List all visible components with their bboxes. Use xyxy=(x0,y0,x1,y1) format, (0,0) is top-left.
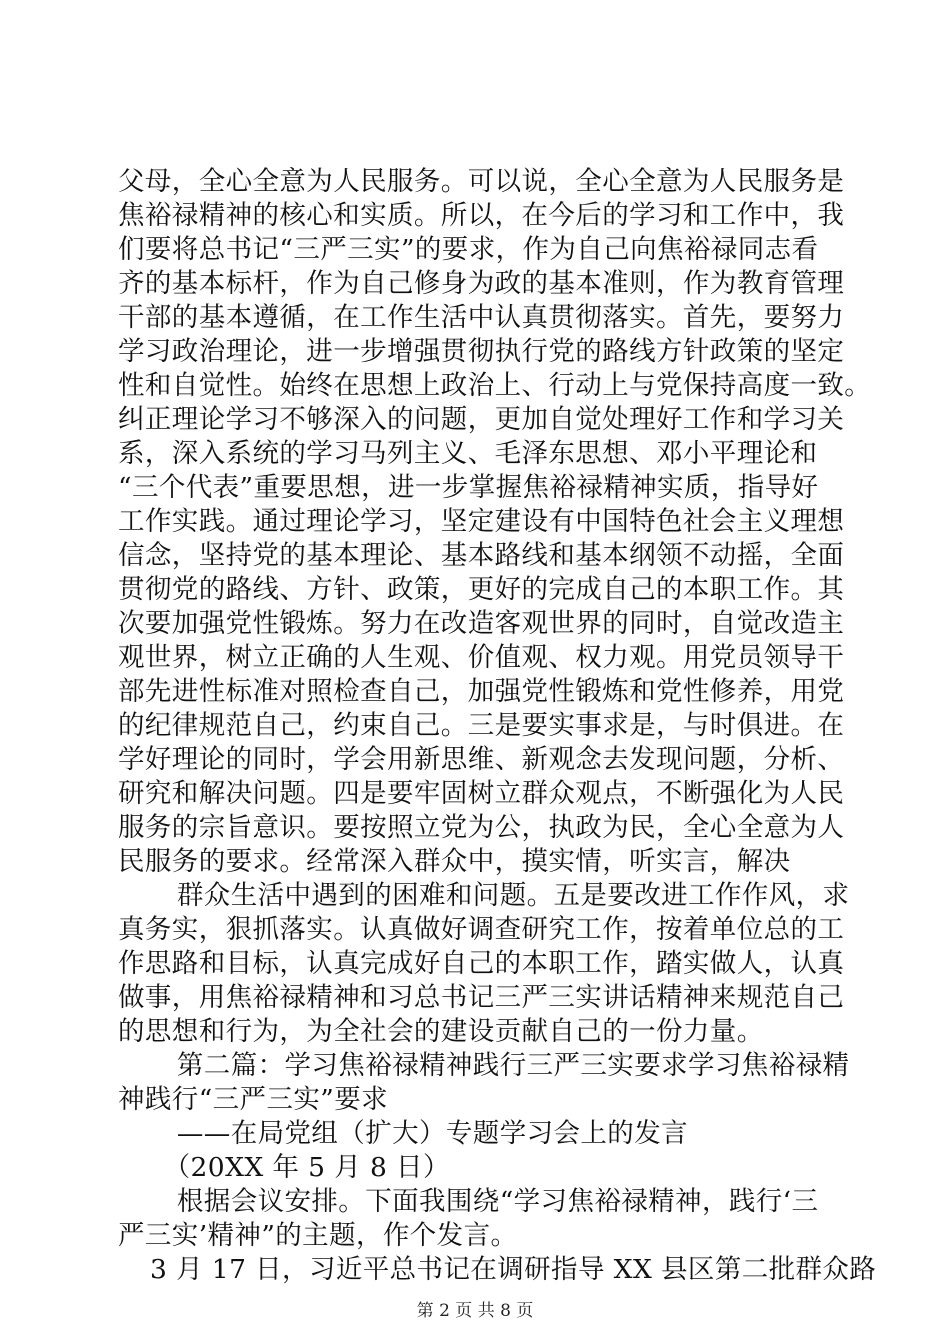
text-line-32: 严三实’精神”的主题，作个发言。 xyxy=(118,1220,518,1251)
text-line-33: 3 月 17 日，习近平总书记在调研指导 XX 县区第二批群众路 xyxy=(150,1254,877,1285)
text-line-12: 信念，坚持党的基本理论、基本路线和基本纲领不动摇，全面 xyxy=(118,540,845,571)
text-line-22: 群众生活中遇到的困难和问题。五是要改进工作作风，求 xyxy=(150,880,850,911)
text-line-26: 的思想和行为，为全社会的建设贡献自己的一份力量。 xyxy=(118,1016,764,1047)
text-line-24: 作思路和目标，认真完成好自己的本职工作，踏实做人，认真 xyxy=(118,948,845,979)
text-line-6: 学习政治理论，进一步增强贯彻执行党的路线方针政策的坚定 xyxy=(118,336,845,367)
text-line-8: 纠正理论学习不够深入的问题，更加自觉处理好工作和学习关 xyxy=(118,404,845,435)
text-line-1: 父母，全心全意为人民服务。可以说，全心全意为人民服务是 xyxy=(118,166,845,197)
text-line-11: 工作实践。通过理论学习，坚定建设有中国特色社会主义理想 xyxy=(118,506,845,537)
text-line-23: 真务实，狠抓落实。认真做好调查研究工作，按着单位总的工 xyxy=(118,914,845,945)
text-line-4: 齐的基本标杆，作为自己修身为政的基本准则，作为教育管理 xyxy=(118,268,845,299)
text-line-15: 观世界，树立正确的人生观、价值观、权力观。用党员领导干 xyxy=(118,642,845,673)
date-line: （20XX 年 5 月 8 日） xyxy=(150,1152,450,1183)
heading-line-2: 神践行“三严三实”要求 xyxy=(118,1084,388,1115)
text-line-7: 性和自觉性。始终在思想上政治上、行动上与党保持高度一致。 xyxy=(118,370,872,401)
heading-line-1: 第二篇：学习焦裕禄精神践行三严三实要求学习焦裕禄精 xyxy=(150,1050,850,1081)
subtitle-line: ——在局党组（扩大）专题学习会上的发言 xyxy=(150,1118,688,1149)
page-footer: 第 2 页 共 8 页 xyxy=(416,1301,534,1321)
text-line-18: 学好理论的同时，学会用新思维、新观念去发现问题，分析、 xyxy=(118,744,845,775)
text-line-20: 服务的宗旨意识。要按照立党为公，执政为民，全心全意为人 xyxy=(118,812,845,843)
text-line-19: 研究和解决问题。四是要牢固树立群众观点，不断强化为人民 xyxy=(118,778,845,809)
text-line-5: 干部的基本遵循，在工作生活中认真贯彻落实。首先，要努力 xyxy=(118,302,845,333)
text-line-9: 系，深入系统的学习马列主义、毛泽东思想、邓小平理论和 xyxy=(118,438,818,469)
text-line-17: 的纪律规范自己，约束自己。三是要实事求是，与时俱进。在 xyxy=(118,710,845,741)
text-line-3: 们要将总书记“三严三实”的要求，作为自己向焦裕禄同志看 xyxy=(118,234,819,265)
text-line-31: 根据会议安排。下面我围绕“学习焦裕禄精神，践行‘三 xyxy=(150,1186,819,1217)
text-line-21: 民服务的要求。经常深入群众中，摸实情，听实言，解决 xyxy=(118,846,791,877)
text-line-25: 做事，用焦裕禄精神和习总书记三严三实讲话精神来规范自己 xyxy=(118,982,845,1013)
text-line-14: 次要加强党性锻炼。努力在改造客观世界的同时，自觉改造主 xyxy=(118,608,845,639)
text-line-16: 部先进性标准对照检查自己，加强党性锻炼和党性修养，用党 xyxy=(118,676,845,707)
text-line-10: “三个代表”重要思想，进一步掌握焦裕禄精神实质，指导好 xyxy=(118,472,819,503)
text-line-13: 贯彻党的路线、方针、政策，更好的完成自己的本职工作。其 xyxy=(118,574,845,605)
text-line-2: 焦裕禄精神的核心和实质。所以，在今后的学习和工作中，我 xyxy=(118,200,845,231)
